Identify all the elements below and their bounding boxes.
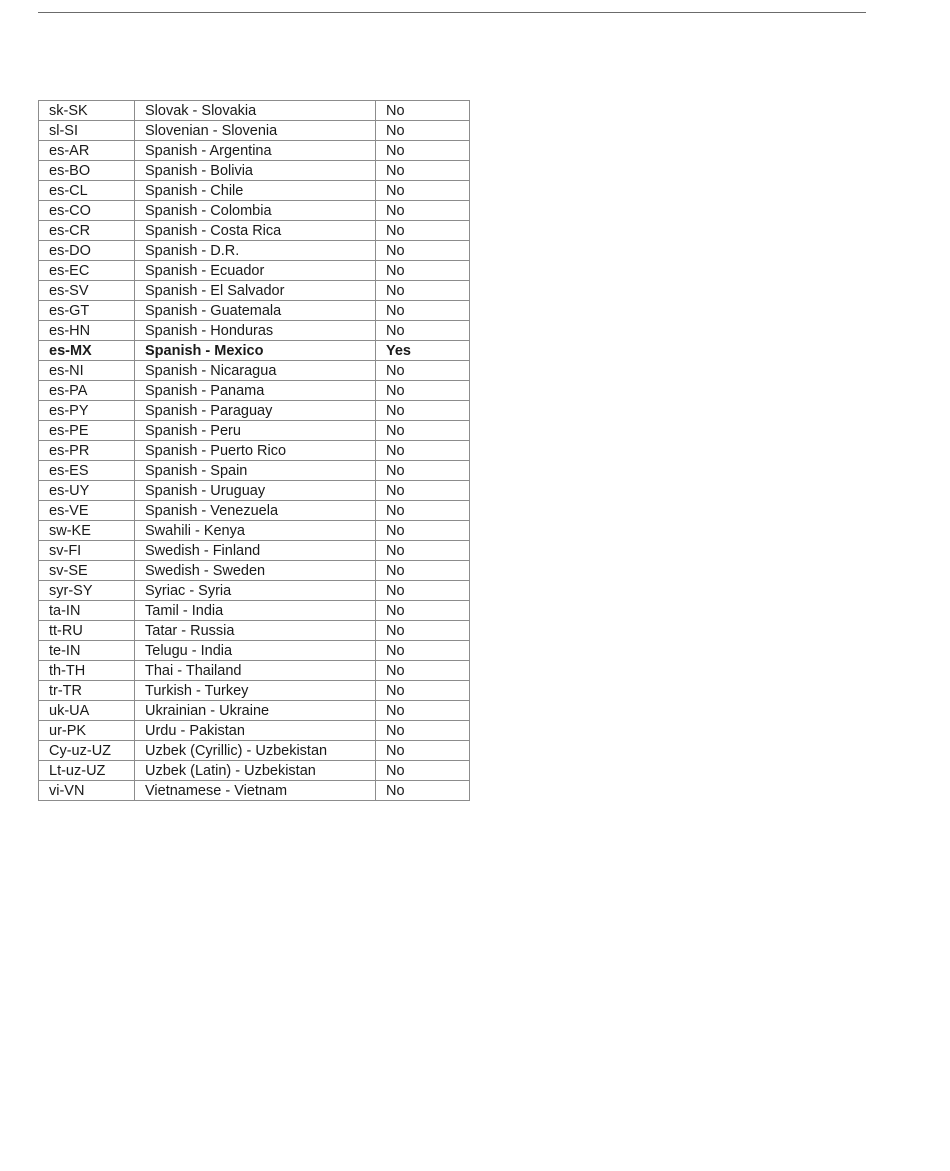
locale-code-cell: ur-PK: [39, 721, 135, 741]
locale-name-cell: Spanish - Bolivia: [135, 161, 376, 181]
locale-flag-cell: No: [376, 161, 470, 181]
header-rule: [38, 12, 866, 13]
locale-flag-cell: No: [376, 261, 470, 281]
locale-name-cell: Slovenian - Slovenia: [135, 121, 376, 141]
table-row: [39, 741, 470, 761]
locale-code-cell: sk-SK: [39, 101, 135, 121]
locale-code-cell: es-UY: [39, 481, 135, 501]
locale-flag-cell: No: [376, 641, 470, 661]
table-row: [39, 441, 470, 461]
table-row: [39, 661, 470, 681]
locale-code-cell: es-CO: [39, 201, 135, 221]
table-row: [39, 621, 470, 641]
table-row: [39, 161, 470, 181]
locale-name-cell: Telugu - India: [135, 641, 376, 661]
locale-code-cell: tt-RU: [39, 621, 135, 641]
locale-name-cell: Spanish - Colombia: [135, 201, 376, 221]
locale-code-cell: sv-FI: [39, 541, 135, 561]
locale-flag-cell: No: [376, 661, 470, 681]
table-row: [39, 261, 470, 281]
locale-code-cell: es-ES: [39, 461, 135, 481]
table-row: [39, 721, 470, 741]
locale-flag-cell: No: [376, 741, 470, 761]
locale-name-cell: Uzbek (Cyrillic) - Uzbekistan: [135, 741, 376, 761]
locale-flag-cell: No: [376, 761, 470, 781]
locale-flag-cell: No: [376, 461, 470, 481]
locale-flag-cell: No: [376, 281, 470, 301]
locale-flag-cell: No: [376, 441, 470, 461]
locale-name-cell: Spanish - D.R.: [135, 241, 376, 261]
locale-flag-cell: No: [376, 241, 470, 261]
locale-code-cell: es-AR: [39, 141, 135, 161]
locale-flag-cell: No: [376, 321, 470, 341]
table-row: [39, 601, 470, 621]
locale-name-cell: Spanish - Chile: [135, 181, 376, 201]
locale-name-cell: Spanish - Uruguay: [135, 481, 376, 501]
table-row: [39, 221, 470, 241]
table-row: [39, 121, 470, 141]
table-row: [39, 581, 470, 601]
table-row: [39, 781, 470, 801]
locale-name-cell: Spanish - Spain: [135, 461, 376, 481]
locale-code-cell: es-DO: [39, 241, 135, 261]
locale-flag-cell: No: [376, 521, 470, 541]
table-row: [39, 301, 470, 321]
table-row: [39, 141, 470, 161]
locale-code-cell: es-CR: [39, 221, 135, 241]
locale-flag-cell: No: [376, 301, 470, 321]
locale-flag-cell: No: [376, 601, 470, 621]
locale-flag-cell: No: [376, 401, 470, 421]
table-row: [39, 521, 470, 541]
locale-code-cell: sw-KE: [39, 521, 135, 541]
locale-flag-cell: No: [376, 421, 470, 441]
locale-code-cell: tr-TR: [39, 681, 135, 701]
locale-flag-cell: No: [376, 481, 470, 501]
table-row: [39, 101, 470, 121]
locale-flag-cell: No: [376, 701, 470, 721]
locale-name-cell: Spanish - Guatemala: [135, 301, 376, 321]
table-row: [39, 561, 470, 581]
locale-code-cell: es-SV: [39, 281, 135, 301]
locale-code-cell: sv-SE: [39, 561, 135, 581]
locale-flag-cell: No: [376, 141, 470, 161]
locale-name-cell: Spanish - Panama: [135, 381, 376, 401]
locale-code-cell: es-MX: [39, 341, 135, 361]
locale-code-cell: Lt-uz-UZ: [39, 761, 135, 781]
table-row: [39, 241, 470, 261]
locale-flag-cell: No: [376, 581, 470, 601]
locale-flag-cell: No: [376, 221, 470, 241]
locale-name-cell: Thai - Thailand: [135, 661, 376, 681]
table-row: [39, 201, 470, 221]
locale-code-cell: es-VE: [39, 501, 135, 521]
locale-name-cell: Swedish - Finland: [135, 541, 376, 561]
locale-name-cell: Turkish - Turkey: [135, 681, 376, 701]
locale-flag-cell: No: [376, 201, 470, 221]
locale-code-cell: es-PY: [39, 401, 135, 421]
locale-code-cell: es-PA: [39, 381, 135, 401]
locale-code-cell: es-HN: [39, 321, 135, 341]
locale-name-cell: Spanish - Paraguay: [135, 401, 376, 421]
locale-flag-cell: No: [376, 381, 470, 401]
locale-flag-cell: No: [376, 781, 470, 801]
locale-name-cell: Spanish - Nicaragua: [135, 361, 376, 381]
table-row: [39, 501, 470, 521]
locale-name-cell: Spanish - Mexico: [135, 341, 376, 361]
table-row: [39, 361, 470, 381]
locale-name-cell: Swedish - Sweden: [135, 561, 376, 581]
table-row: [39, 401, 470, 421]
locale-name-cell: Spanish - Argentina: [135, 141, 376, 161]
locale-flag-cell: No: [376, 501, 470, 521]
locale-code-cell: es-BO: [39, 161, 135, 181]
locale-name-cell: Ukrainian - Ukraine: [135, 701, 376, 721]
locale-code-cell: th-TH: [39, 661, 135, 681]
locale-flag-cell: Yes: [376, 341, 470, 361]
locale-name-cell: Tamil - India: [135, 601, 376, 621]
table-row: [39, 681, 470, 701]
locale-code-cell: es-GT: [39, 301, 135, 321]
locale-code-cell: es-EC: [39, 261, 135, 281]
locale-name-cell: Vietnamese - Vietnam: [135, 781, 376, 801]
locale-code-cell: uk-UA: [39, 701, 135, 721]
table-row: [39, 701, 470, 721]
table-row: [39, 181, 470, 201]
locale-name-cell: Swahili - Kenya: [135, 521, 376, 541]
table-row: [39, 321, 470, 341]
table-row: [39, 341, 470, 361]
locale-name-cell: Urdu - Pakistan: [135, 721, 376, 741]
locale-name-cell: Syriac - Syria: [135, 581, 376, 601]
locale-flag-cell: No: [376, 101, 470, 121]
locale-name-cell: Spanish - Costa Rica: [135, 221, 376, 241]
locale-flag-cell: No: [376, 361, 470, 381]
locale-code-cell: es-NI: [39, 361, 135, 381]
locale-name-cell: Spanish - Puerto Rico: [135, 441, 376, 461]
locale-name-cell: Uzbek (Latin) - Uzbekistan: [135, 761, 376, 781]
locale-name-cell: Spanish - Honduras: [135, 321, 376, 341]
locale-table: [38, 100, 470, 801]
locale-name-cell: Spanish - El Salvador: [135, 281, 376, 301]
table-row: [39, 281, 470, 301]
locale-code-cell: Cy-uz-UZ: [39, 741, 135, 761]
locale-flag-cell: No: [376, 681, 470, 701]
locale-name-cell: Spanish - Ecuador: [135, 261, 376, 281]
locale-code-cell: es-PR: [39, 441, 135, 461]
locale-code-cell: te-IN: [39, 641, 135, 661]
locale-name-cell: Slovak - Slovakia: [135, 101, 376, 121]
locale-name-cell: Spanish - Venezuela: [135, 501, 376, 521]
locale-flag-cell: No: [376, 561, 470, 581]
locale-code-cell: sl-SI: [39, 121, 135, 141]
locale-flag-cell: No: [376, 721, 470, 741]
locale-code-cell: syr-SY: [39, 581, 135, 601]
locale-code-cell: ta-IN: [39, 601, 135, 621]
locale-code-cell: es-CL: [39, 181, 135, 201]
locale-flag-cell: No: [376, 181, 470, 201]
locale-name-cell: Tatar - Russia: [135, 621, 376, 641]
table-row: [39, 381, 470, 401]
table-row: [39, 481, 470, 501]
table-row: [39, 421, 470, 441]
locale-flag-cell: No: [376, 121, 470, 141]
locale-flag-cell: No: [376, 621, 470, 641]
locale-code-cell: es-PE: [39, 421, 135, 441]
table-row: [39, 641, 470, 661]
locale-flag-cell: No: [376, 541, 470, 561]
locale-name-cell: Spanish - Peru: [135, 421, 376, 441]
table-row: [39, 541, 470, 561]
locale-code-cell: vi-VN: [39, 781, 135, 801]
locale-table-body: [39, 101, 470, 801]
table-row: [39, 461, 470, 481]
table-row: [39, 761, 470, 781]
